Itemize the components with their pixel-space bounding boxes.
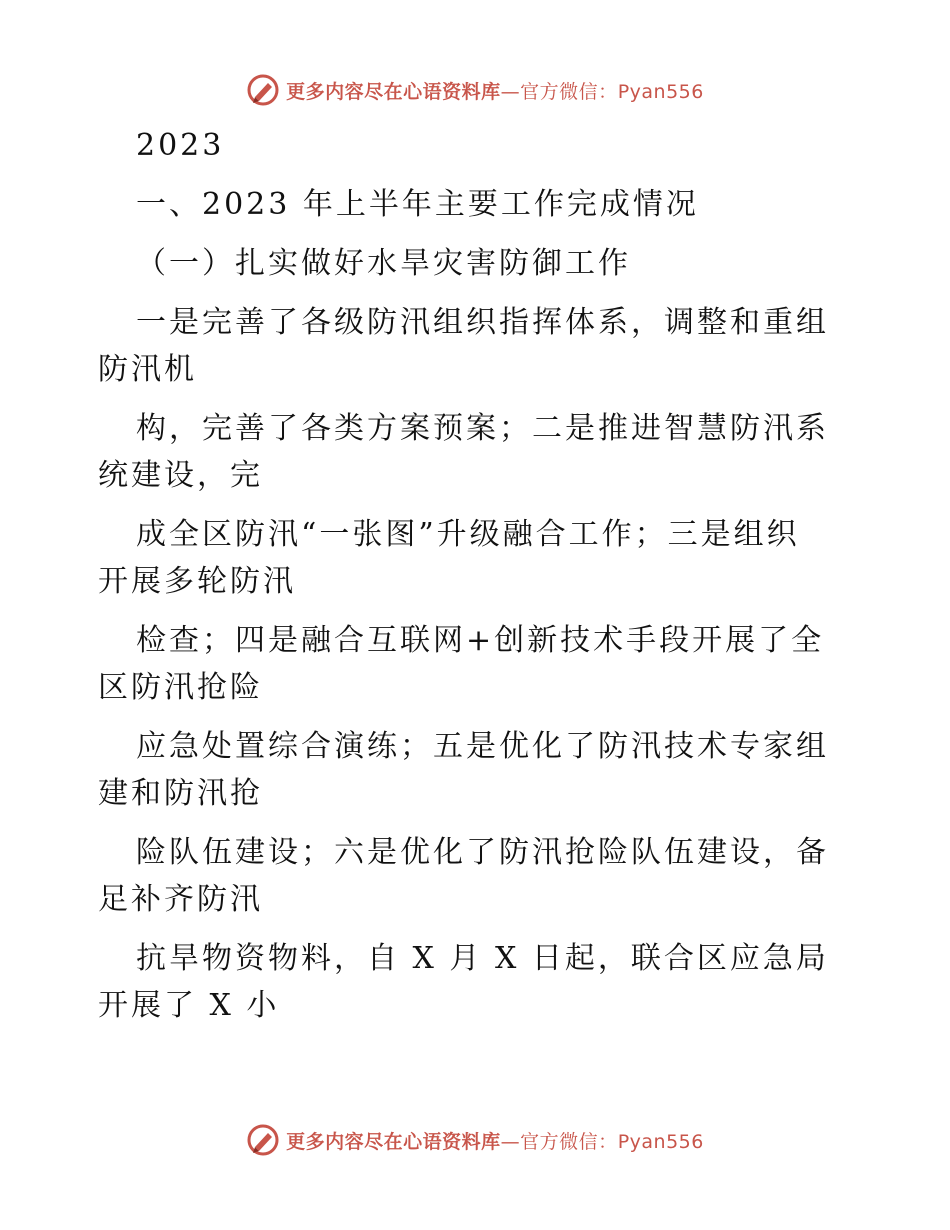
doc-line: 防汛机 xyxy=(98,352,197,387)
doc-line: 抗旱物资物料，自 X 月 X 日起，联合区应急局 xyxy=(136,941,829,976)
doc-line: 开展了 X 小 xyxy=(98,988,280,1023)
watermark-main: 更多内容尽在心语资料库 xyxy=(286,1130,501,1153)
doc-heading-1: 一、2023 年上半年主要工作完成情况 xyxy=(136,187,699,222)
doc-line: 应急处置综合演练；五是优化了防汛技术专家组 xyxy=(136,729,829,764)
doc-line: 开展多轮防汛 xyxy=(98,564,296,599)
doc-line: 建和防汛抢 xyxy=(98,776,263,811)
footer-watermark xyxy=(0,1120,950,1160)
doc-line: 检查；四是融合互联网+创新技术手段开展了全 xyxy=(136,623,825,658)
watermark-id: Pyan556 xyxy=(617,1130,704,1153)
pen-logo-icon xyxy=(246,1123,280,1157)
watermark-main: 更多内容尽在心语资料库 xyxy=(286,80,501,103)
document-body xyxy=(98,122,858,1029)
watermark-sub: 官方微信： xyxy=(520,80,618,103)
watermark-separator: — xyxy=(500,80,521,103)
doc-line-year: 2023 xyxy=(136,128,225,163)
pen-logo-icon xyxy=(246,73,280,107)
watermark-id: Pyan556 xyxy=(617,80,704,103)
doc-line: 区防汛抢险 xyxy=(98,670,263,705)
doc-heading-2: （一）扎实做好水旱灾害防御工作 xyxy=(136,246,631,281)
doc-line: 构，完善了各类方案预案；二是推进智慧防汛系 xyxy=(136,411,829,446)
doc-line: 足补齐防汛 xyxy=(98,882,263,917)
doc-line: 统建设，完 xyxy=(98,458,263,493)
watermark-text xyxy=(286,1127,704,1154)
doc-line: 险队伍建设；六是优化了防汛抢险队伍建设，备 xyxy=(136,835,829,870)
watermark-text xyxy=(286,77,704,104)
watermark-sub: 官方微信： xyxy=(520,1130,618,1153)
header-watermark xyxy=(0,70,950,110)
doc-line: 成全区防汛“一张图”升级融合工作；三是组织 xyxy=(136,517,800,552)
doc-line: 一是完善了各级防汛组织指挥体系，调整和重组 xyxy=(136,305,829,340)
watermark-separator: — xyxy=(500,1130,521,1153)
